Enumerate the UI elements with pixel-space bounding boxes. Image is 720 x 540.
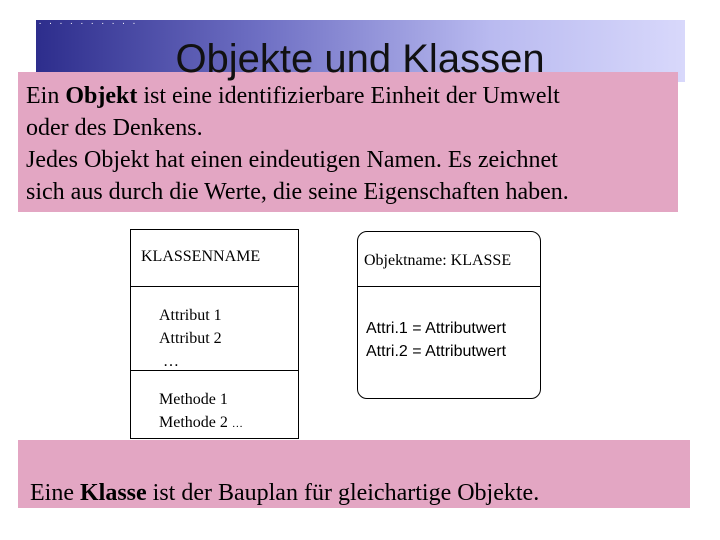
class-method-item: Methode 1 (159, 391, 228, 408)
object-attribute-item: Attri.1 = Attributwert (366, 320, 507, 337)
object-attribute-item: Attri.2 = Attributwert (366, 343, 507, 360)
object-diagram-box (357, 231, 541, 399)
intro-suffix: ist eine identifizierbare Einheit der Umwelt (143, 83, 560, 109)
class-method-ellipsis: … (231, 418, 243, 430)
class-attribute-ellipsis: … (163, 353, 179, 370)
intro-line-4: sich aus durch die Werte, die seine Eigenschaften haben. (26, 179, 569, 205)
intro-line-1 (26, 80, 676, 112)
class-name-label: KLASSENNAME (141, 248, 261, 265)
object-attributes (366, 317, 506, 363)
class-method-item (159, 411, 243, 436)
object-name-label: Objektname: KLASSE (364, 252, 512, 269)
intro-prefix: Ein (26, 83, 60, 109)
outro-prefix: Eine (30, 480, 74, 506)
class-method-label: Methode 2 (159, 414, 228, 431)
object-divider (358, 286, 540, 287)
slide-title: Objekte und Klassen (175, 37, 545, 81)
class-attributes (159, 304, 222, 373)
class-divider-1 (131, 286, 298, 287)
class-diagram-box (130, 229, 299, 439)
banner-dots-decoration: · · · · · · · · · · (38, 20, 138, 28)
intro-line-2: oder des Denkens. (26, 115, 203, 141)
intro-text (26, 80, 676, 208)
class-divider-2 (131, 370, 298, 371)
class-attribute-item: Attribut 1 (159, 307, 222, 324)
class-attribute-item: Attribut 2 (159, 330, 222, 347)
outro-bold-term: Klasse (79, 480, 147, 506)
intro-line-3: Jedes Objekt hat einen eindeutigen Namen. Es zeichnet (26, 147, 558, 173)
class-methods (159, 388, 243, 436)
outro-suffix: ist der Bauplan für gleichartige Objekte. (152, 480, 540, 506)
outro-text (30, 478, 539, 508)
intro-bold-term: Objekt (65, 83, 138, 109)
